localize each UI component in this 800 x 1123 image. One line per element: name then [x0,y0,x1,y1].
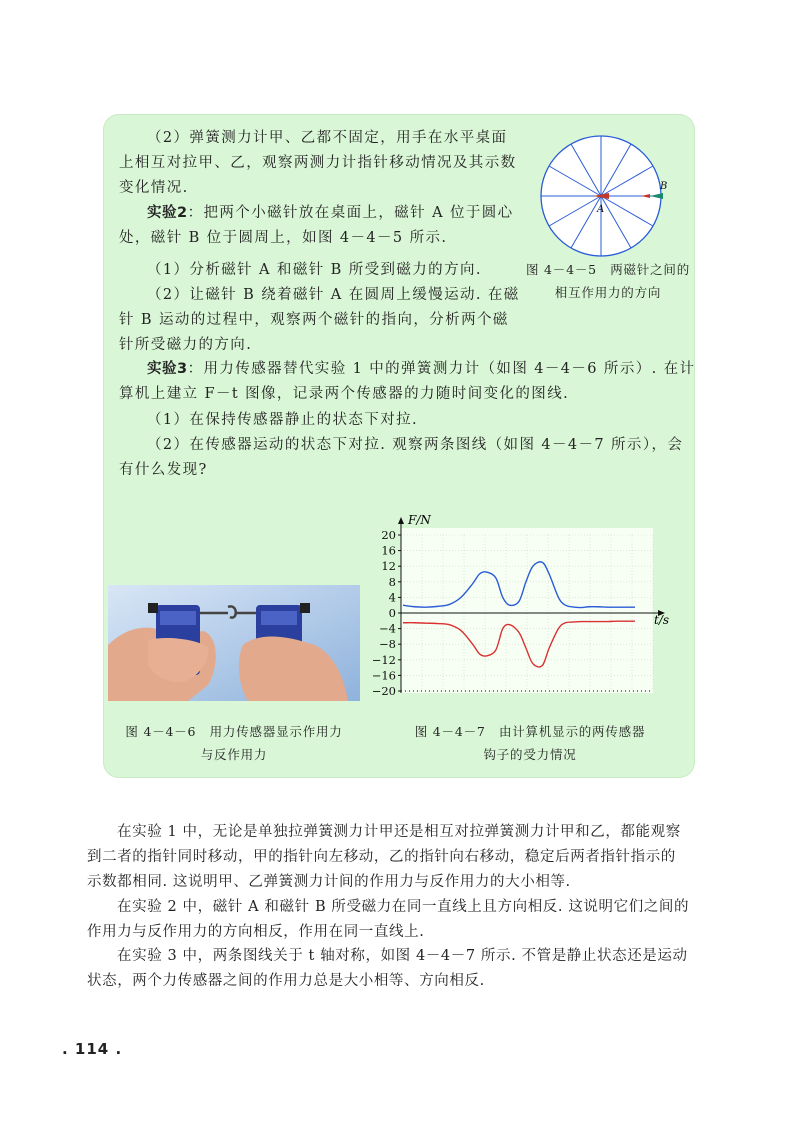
body-line: 到二者的指针同时移动，甲的指针向左移动，乙的指针向右移动，稳定后两者指针指示的 [87,849,676,865]
label-a: A [597,204,605,215]
experiment-2-label: 实验2 [147,205,188,221]
body-line: 状态，两个力传感器之间的作用力总是大小相等、方向相反. [87,973,485,989]
text-line: （2）让磁针 B 绕着磁针 A 在圆周上缓慢运动. 在磁 [147,287,520,303]
experiment-3-label: 实验3 [147,361,188,377]
y-ticks [372,528,401,698]
sensor-photo [108,585,360,701]
experiment-3-line [147,359,695,379]
y-tick-label: 4 [388,590,396,605]
fig445-caption-1: 图 4－4－5 两磁针之间的 [525,262,691,277]
label-b: B [660,181,668,192]
knob-icon [300,603,310,613]
y-tick-label: −4 [379,621,396,636]
y-tick-label: −16 [371,668,396,683]
fig446-caption-1: 图 4－4－6 用力传感器显示作用力 [125,724,343,739]
text-line: （1）分析磁针 A 和磁针 B 所受到磁力的方向. [147,262,482,278]
fig446-caption-2: 与反作用力 [200,747,268,762]
y-tick-label: 20 [381,528,396,542]
text-line: 针 B 运动的过程中，观察两个磁针的指向，分析两个磁 [119,312,509,328]
text-line: 上相互对拉甲、乙，观察两测力计指针移动情况及其示数 [119,155,517,171]
body-line: 作用力与反作用力的方向相反，作用在同一直线上. [87,924,425,940]
x-axis-label: t/s [654,613,670,627]
magnet-circle-figure [535,132,675,272]
text-line: （2）弹簧测力计甲、乙都不固定，用手在水平桌面 [147,130,508,146]
y-tick-label: 0 [388,606,396,620]
page-number: . 114 . [62,1040,123,1058]
sensor-panel [160,611,196,625]
y-tick-label: −12 [371,652,396,667]
y-axis-arrow-icon [398,517,404,524]
y-tick-label: 12 [381,559,396,574]
text-line: 变化情况. [119,180,189,196]
body-line: 在实验 1 中，无论是单独拉弹簧测力计甲还是相互对拉弹簧测力计甲和乙，都能观察 [117,824,681,840]
fig445-caption-2: 相互作用力的方向 [554,285,662,300]
text-line: （2）在传感器运动的状态下对拉. 观察两条图线（如图 4－4－7 所示），会 [147,437,684,453]
experiment-2-line [147,203,514,223]
sensor-panel [261,611,297,625]
y-tick-label: 8 [388,574,396,589]
text-line: 针所受磁力的方向. [119,337,253,353]
y-tick-label: −20 [371,684,396,698]
y-tick-label: 16 [381,543,396,558]
y-axis-label: F/N [408,513,431,527]
text-span: ：用力传感器替代实验 1 中的弹簧测力计（如图 4－4－6 所示）. 在计 [187,361,696,377]
force-time-chart [368,508,678,708]
text-line: 算机上建立 F－t 图像，记录两个传感器的力随时间变化的图线. [119,386,570,402]
fig447-caption-1: 图 4－4－7 由计算机显示的两传感器 [414,724,646,739]
body-line: 示数都相同. 这说明甲、乙弹簧测力计间的作用力与反作用力的大小相等. [87,874,571,890]
text-line: 处，磁针 B 位于圆周上，如图 4－4－5 所示. [119,230,448,246]
text-line: （1）在保持传感器静止的状态下对拉. [147,412,419,428]
fig447-caption-2: 钩子的受力情况 [483,747,577,762]
text-span: ：把两个小磁针放在桌面上，磁针 A 位于圆心 [187,205,514,221]
y-tick-label: −8 [379,637,396,652]
knob-icon [148,603,158,613]
body-line: 在实验 2 中，磁针 A 和磁针 B 所受磁力在同一直线上且方向相反. 这说明它们之间的 [117,899,690,915]
body-line: 在实验 3 中，两条图线关于 t 轴对称，如图 4－4－7 所示. 不管是静止状态还是运动 [117,948,688,964]
text-line: 有什么发现? [119,462,208,478]
